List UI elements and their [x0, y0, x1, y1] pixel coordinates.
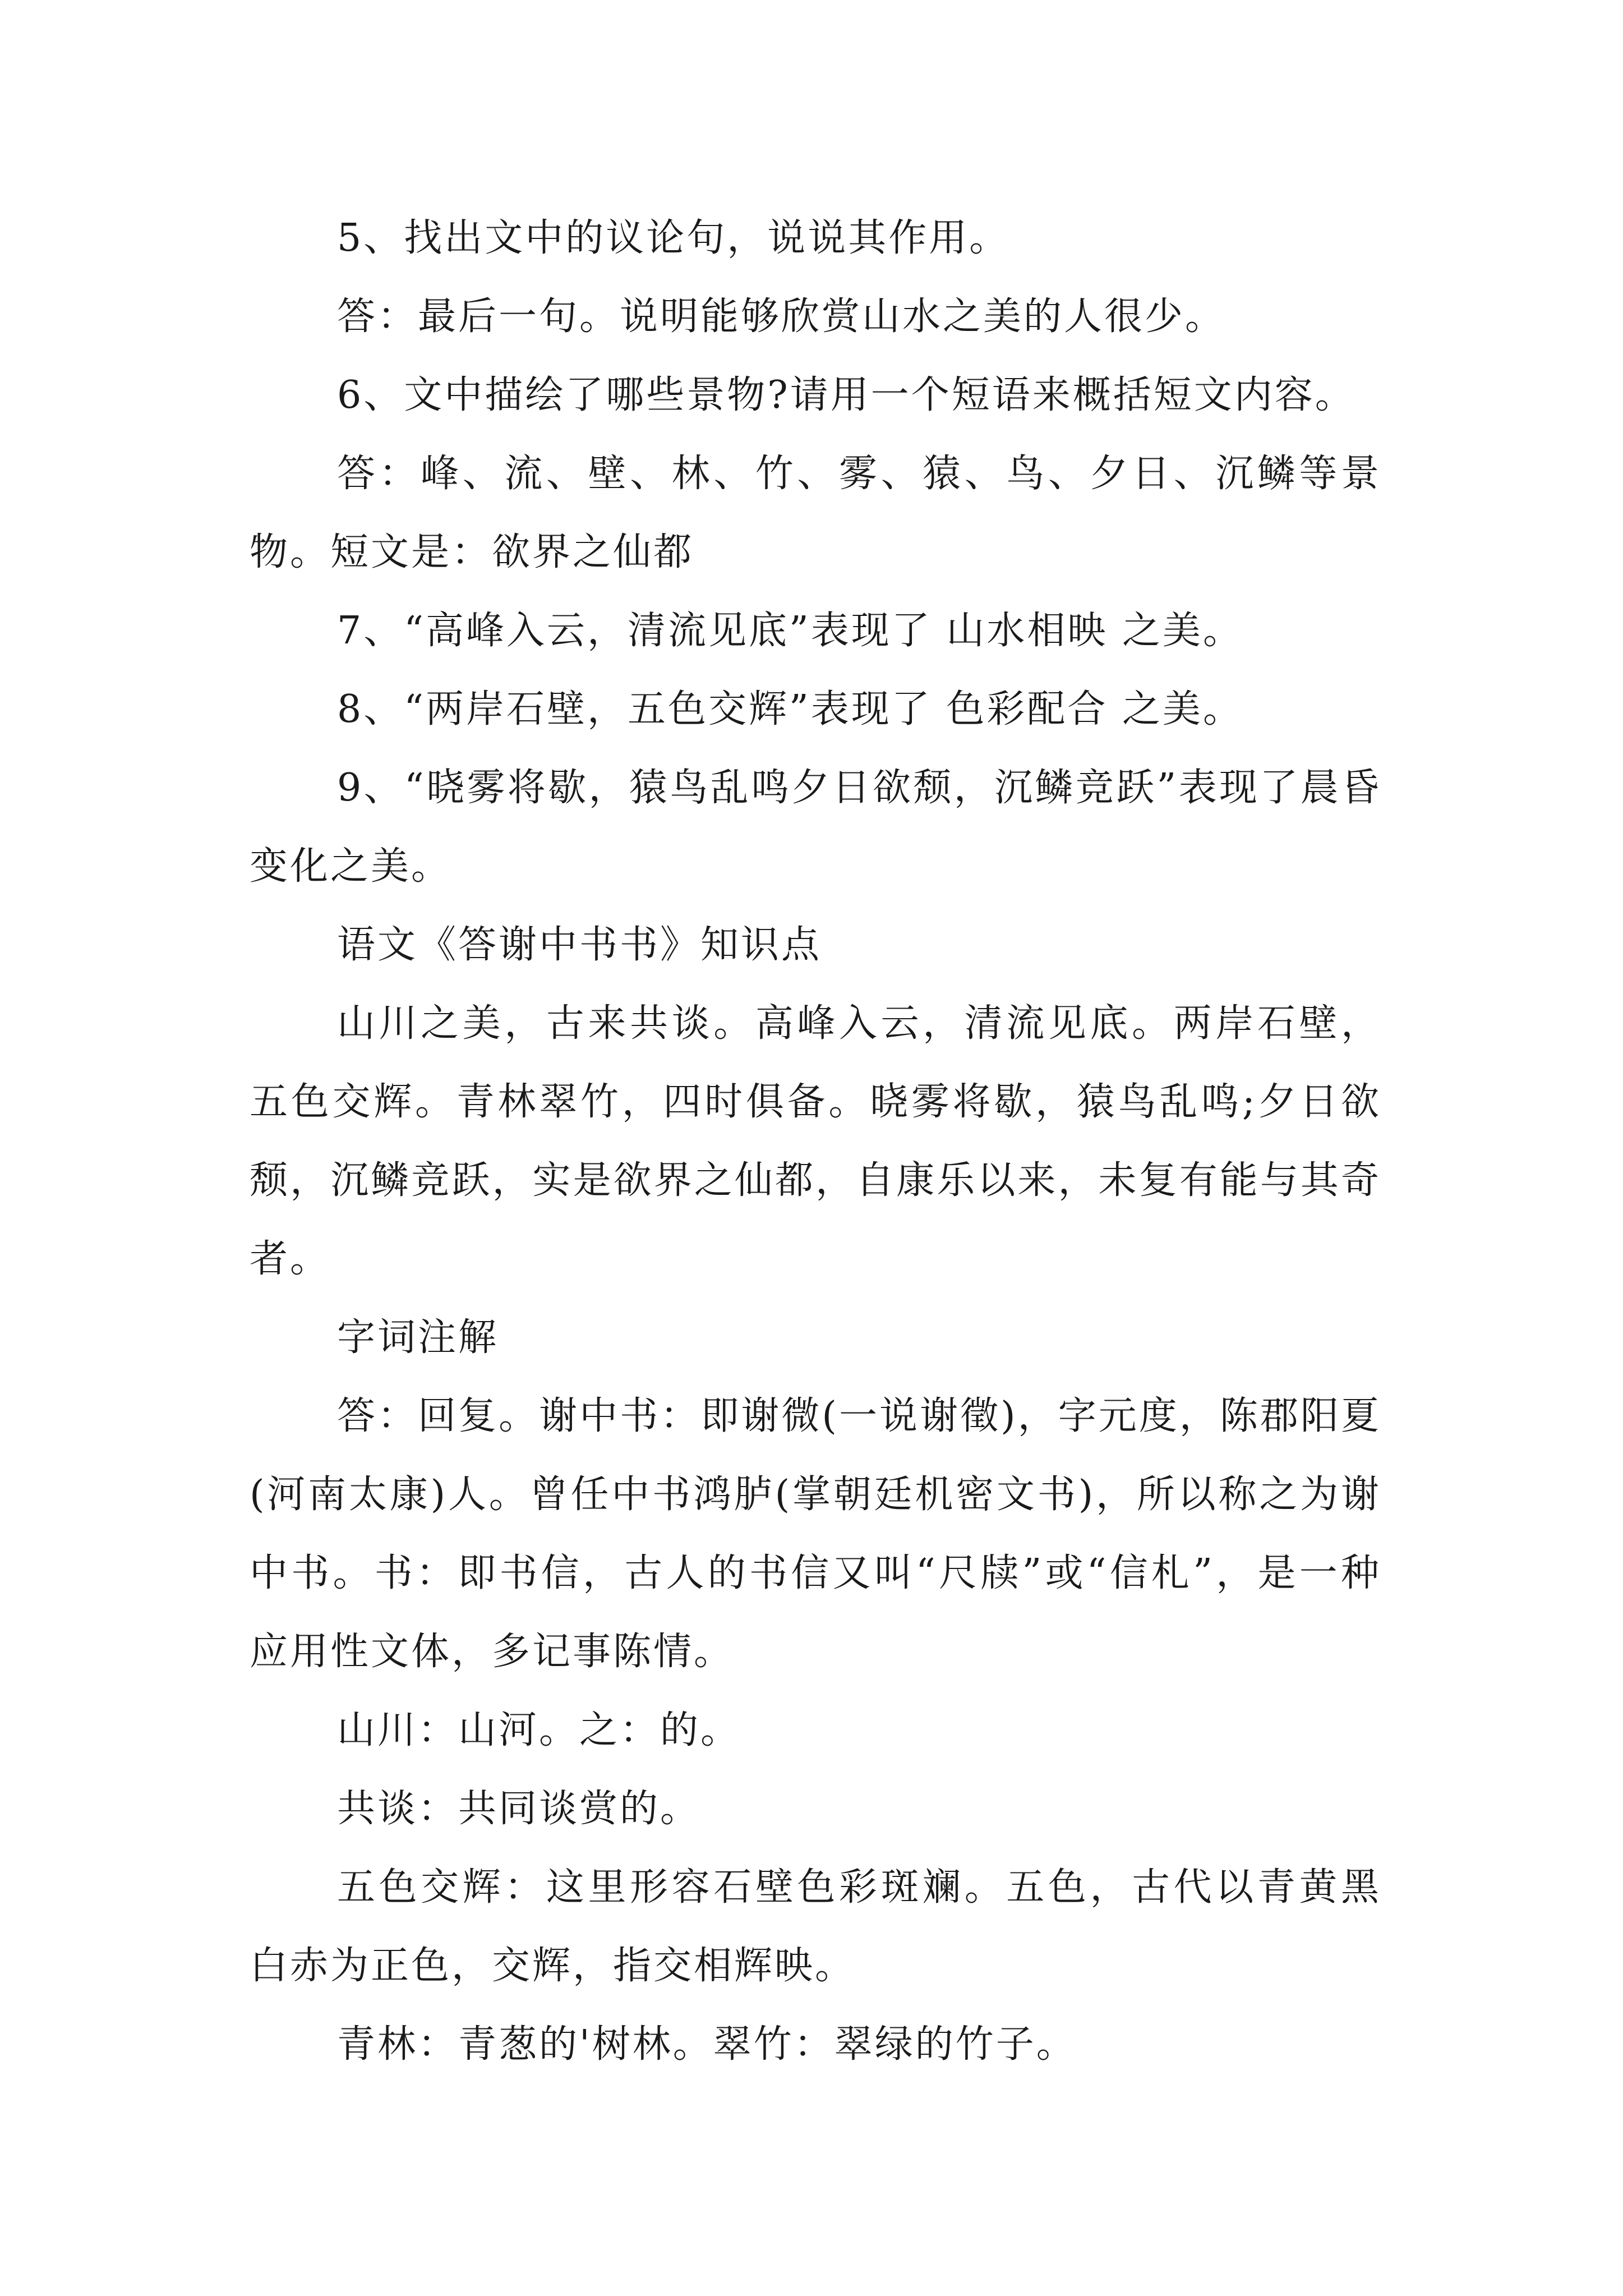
question-5: 5、找出文中的议论句，说说其作用。 [337, 216, 1010, 260]
section-heading: 语文《答谢中书书》知识点 [337, 923, 822, 967]
original-text: 山川之美，古来共谈。高峰入云，清流见底。两岸石壁，五色交辉。青林翠竹，四时俱备。晓雾将歇，猿鸟乱鸣;夕日欲颓，沉鳞竞跃，实是欲界之仙都，自康乐以来，未复有能与其奇者。 [250, 1001, 1381, 1281]
question-7: 7、“高峰入云，清流见底”表现了 山水相映 之美。 [337, 609, 1244, 653]
answer-5: 答：最后一句。说明能够欣赏山水之美的人很少。 [337, 295, 1226, 339]
question-6: 6、文中描绘了哪些景物?请用一个短语来概括短文内容。 [337, 373, 1355, 417]
question-8: 8、“两岸石壁，五色交辉”表现了 色彩配合 之美。 [337, 687, 1244, 731]
glossary-entry: 青林：青葱的'树林。翠竹：翠绿的竹子。 [337, 2022, 1077, 2067]
document-body [250, 199, 1381, 2084]
glossary-entry: 五色交辉：这里形容石壁色彩斑斓。五色，古代以青黄黑白赤为正色，交辉，指交相辉映。 [250, 1865, 1381, 1988]
answer-6: 答：峰、流、壁、林、竹、雾、猿、鸟、夕日、沉鳞等景物。短文是：欲界之仙都 [250, 452, 1381, 574]
glossary-entry: 山川：山河。之：的。 [337, 1708, 741, 1752]
glossary-entry: 答：回复。谢中书：即谢微(一说谢徵)，字元度，陈郡阳夏(河南太康)人。曾任中书鸿胪(掌朝廷机密文书)，所以称之为谢中书。书：即书信，古人的书信又叫“尺牍”或“信札”，是一种应用性文体，多记事陈情。 [250, 1394, 1381, 1674]
question-9: 9、“晓雾将歇，猿鸟乱鸣夕日欲颓，沉鳞竞跃”表现了晨昏变化之美。 [250, 766, 1381, 889]
glossary-entry: 共谈：共同谈赏的。 [337, 1787, 701, 1831]
glossary-heading: 字词注解 [337, 1315, 499, 1360]
